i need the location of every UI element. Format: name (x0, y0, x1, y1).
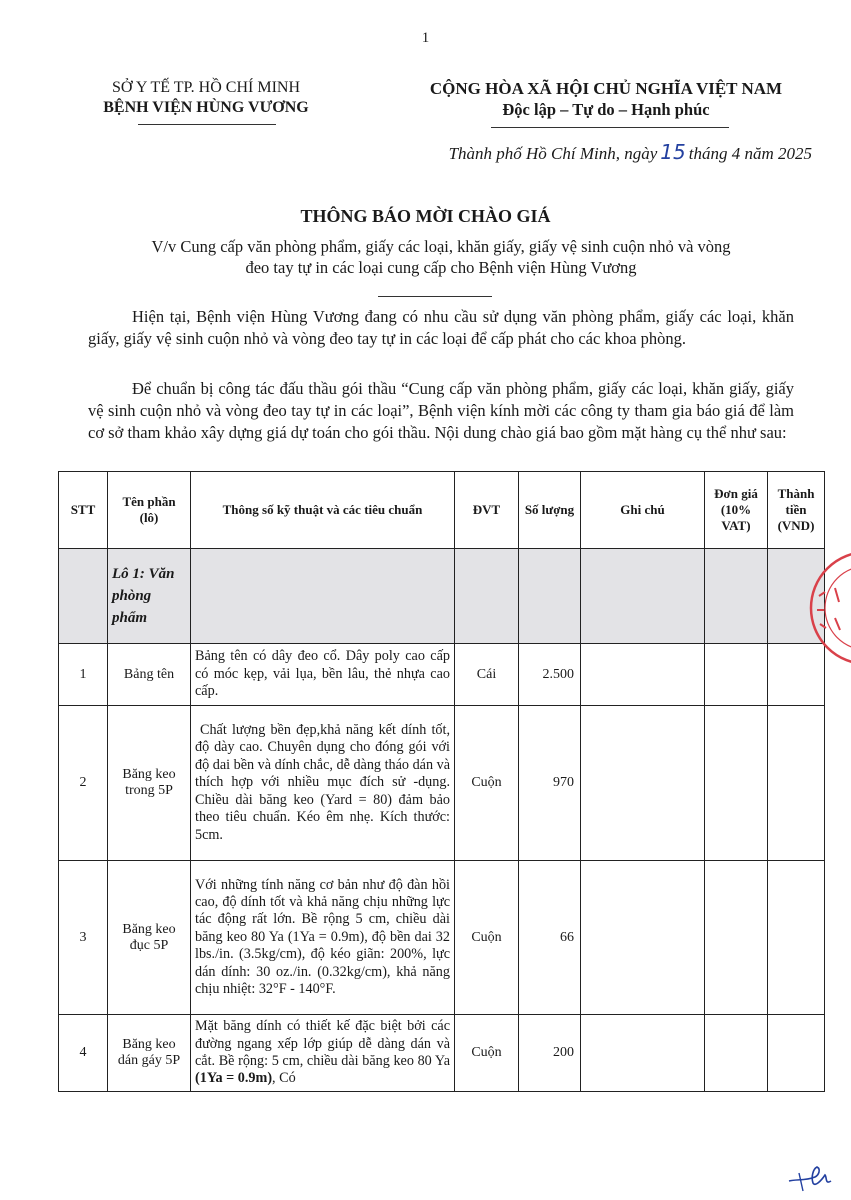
national-header (400, 78, 812, 120)
invitation-paragraph: Để chuẩn bị công tác đấu thầu gói thầu “Cung cấp văn phòng phẩm, giấy các loại, khăn giấy, giấy vệ sinh cuộn nhỏ và vòng đeo tay tự in các loại”, Bệnh viện kính mời các công ty tham gia báo giá để làm cơ sở tham khảo xây dựng giá dự toán cho gói thầu. Nội dung chào giá bao gồm mặt hàng cụ thể như sau: (88, 379, 794, 442)
table-row (59, 644, 825, 706)
row-spec (191, 1015, 455, 1092)
page-number: 1 (421, 30, 430, 46)
document-subject (70, 236, 812, 278)
row-spec-bold: (1Ya = 0.9m) (195, 1070, 273, 1087)
motto-underline (491, 127, 729, 128)
row-name: Băng keo trong 5P (108, 706, 191, 861)
subject-line-2: đeo tay tự in các loại cung cấp cho Bệnh viện Hùng Vương (245, 258, 637, 277)
header-stt: STT (59, 472, 108, 549)
row-spec: Chất lượng bền đẹp,khả năng kết dính tốt, độ dày cao. Chuyên dụng cho đóng gói với độ dai bền và dính chắc, dễ dàng tháo dán và thích hợp với nhiều mục đích sử -dụng. Chiều dài băng keo (Yard = 80) đảm bảo theo tiêu chuẩn. Kéo êm nhẹ. Kích thước: 5cm. (191, 706, 455, 861)
table-row (59, 706, 825, 861)
table-header-row (59, 472, 825, 549)
row-stt: 2 (59, 706, 108, 861)
national-motto: Độc lập – Tự do – Hạnh phúc (502, 100, 710, 119)
header-qty: Số lượng (519, 472, 581, 549)
row-spec: Bảng tên có dây đeo cổ. Dây poly cao cấp có móc kẹp, vải lụa, bền lâu, thẻ nhựa cao cấp. (191, 644, 455, 706)
document-title: THÔNG BÁO MỜI CHÀO GIÁ (300, 206, 551, 226)
dateline-prefix: Thành phố Hồ Chí Minh, ngày (448, 144, 658, 163)
row-qty: 2.500 (519, 644, 581, 706)
issuer-header (70, 78, 342, 118)
row-stt: 4 (59, 1015, 108, 1092)
row-stt: 1 (59, 644, 108, 706)
row-name: Băng keo dán gáy 5P (108, 1015, 191, 1092)
lot-row (59, 549, 825, 644)
header-unit: ĐVT (455, 472, 519, 549)
subject-line-1: V/v Cung cấp văn phòng phẩm, giấy các loại, khăn giấy, giấy vệ sinh cuộn nhỏ và vòng (151, 237, 731, 256)
row-name: Băng keo đục 5P (108, 861, 191, 1015)
header-name: Tên phần (lô) (108, 472, 191, 549)
row-unit: Cuộn (455, 861, 519, 1015)
national-name: CỘNG HÒA XÃ HỘI CHỦ NGHĨA VIỆT NAM (429, 79, 783, 98)
row-unit: Cuộn (455, 1015, 519, 1092)
row-spec: Với những tính năng cơ bản như độ đàn hồi cao, độ dính tốt và khả năng chịu những lực tác động rất lớn. Bề rộng 5 cm, chiều dài băng keo 80 Ya (1Ya = 0.9m), độ bền dai 32 lbs./in. (3.5kg/cm), độ kéo giãn: 200%, lực dán dính: 30 oz./in. (0.32kg/cm), khả năng chịu nhiệt: 32°F - 140°F. (191, 861, 455, 1015)
dateline-suffix: tháng 4 năm 2025 (688, 144, 812, 163)
row-name: Bảng tên (108, 644, 191, 706)
header-spec: Thông số kỹ thuật và các tiêu chuẩn (191, 472, 455, 549)
header-total: Thành tiền (VND) (768, 472, 825, 549)
issuer-hospital: BỆNH VIỆN HÙNG VƯƠNG (103, 99, 309, 116)
table-row (59, 1015, 825, 1092)
row-qty: 200 (519, 1015, 581, 1092)
dateline-day: 15 (660, 140, 686, 164)
row-unit: Cuộn (455, 706, 519, 861)
hospital-seal-icon (805, 548, 851, 668)
row-stt: 3 (59, 861, 108, 1015)
row-spec-part-b: , Có (272, 1070, 296, 1087)
header-note: Ghi chú (581, 472, 705, 549)
row-spec-part-a: Mặt băng dính có thiết kế đặc biệt bởi các đường ngang xếp lớp giúp dễ dàng dán và cắt. Bề rộng: 5 cm, chiều dài băng keo 80 Ya (195, 1018, 450, 1069)
subject-underline (378, 296, 492, 297)
issuer-department: SỞ Y TẾ TP. HỒ CHÍ MINH (111, 79, 300, 96)
dateline (380, 140, 812, 164)
price-table (58, 471, 825, 1092)
lot-label: Lô 1: Văn phòng phẩm (108, 549, 191, 644)
table-row (59, 861, 825, 1015)
intro-paragraph: Hiện tại, Bệnh viện Hùng Vương đang có nhu cầu sử dụng văn phòng phẩm, giấy các loại, khăn giấy, giấy vệ sinh cuộn nhỏ và vòng đeo tay tự in các loại để cấp phát cho các khoa phòng. (88, 307, 794, 348)
header-price: Đơn giá (10% VAT) (705, 472, 768, 549)
issuer-underline (138, 124, 276, 125)
row-unit: Cái (455, 644, 519, 706)
signature-icon (785, 1155, 835, 1195)
row-qty: 970 (519, 706, 581, 861)
row-qty: 66 (519, 861, 581, 1015)
